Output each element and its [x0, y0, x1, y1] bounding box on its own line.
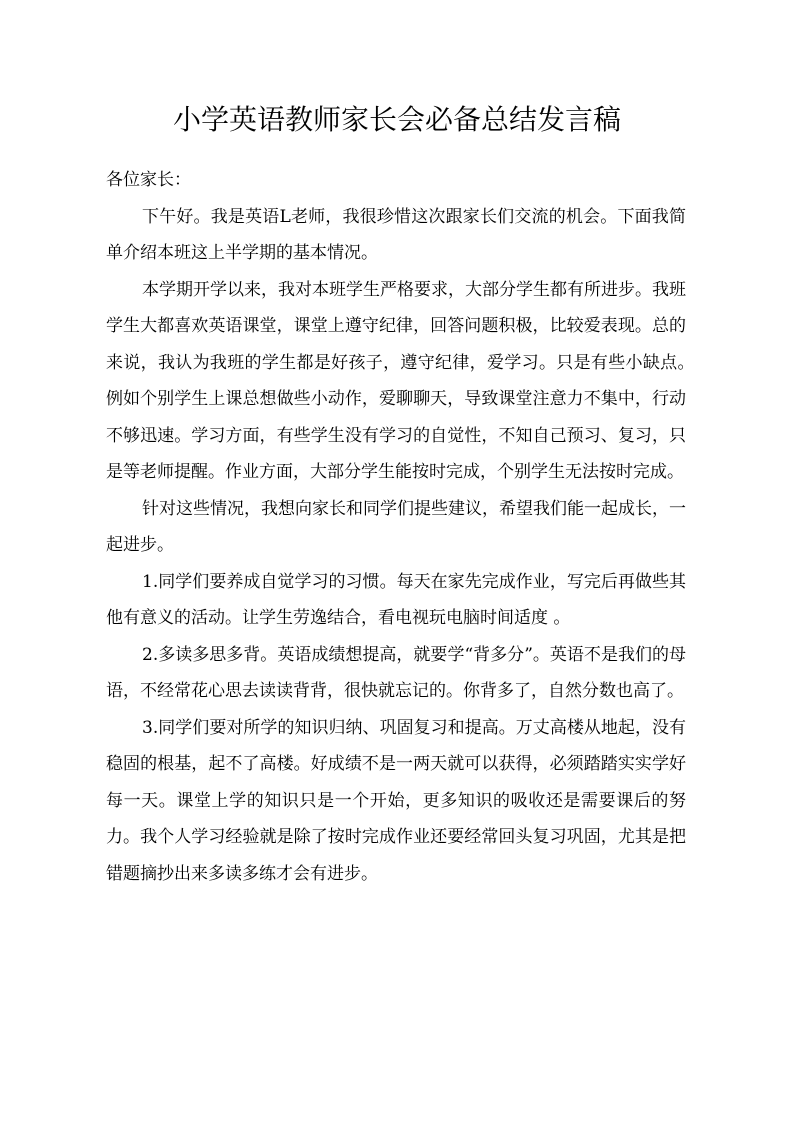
document-body: [106, 162, 703, 892]
paragraph-suggestion-1: 1.同学们要养成自觉学习的习惯。每天在家先完成作业，写完后再做些其他有意义的活动。让学生劳逸结合，看电视玩电脑时间适度 。: [106, 571, 686, 628]
paragraph-semester-overview: 本学期开学以来，我对本班学生严格要求，大部分学生都有所进步。我班学生大都喜欢英语课堂，课堂上遵守纪律，回答问题积极，比较爱表现。总的来说，我认为我班的学生都是好孩子，遵守纪律，爱学习。只是有些小缺点。 例如个别学生上课总想做些小动作，爱聊聊天，导致课堂注意力不集中，行动不够迅速。学习方面，有些学生没有学习的自觉性，不知自己预习、复习，只是等老师提醒。作业方面，大部分学生能按时完成，个别学生无法按时完成。: [106, 279, 703, 482]
document-title: 小学英语教师家长会必备总结发言稿: [172, 103, 621, 136]
paragraph-suggestions-intro: 针对这些情况，我想向家长和同学们提些建议，希望我们能一起成长，一起进步。: [106, 498, 686, 555]
paragraph-greeting: 下午好。我是英语L老师，我很珍惜这次跟家长们交流的机会。下面我简单介绍本班这上半学期的基本情况。: [106, 206, 686, 263]
salutation: 各位家长：: [106, 170, 191, 190]
paragraph-suggestion-3: 3.同学们要对所学的知识归纳、巩固复习和提高。万丈高楼从地起，没有稳固的根基，起不了高楼。好成绩不是一两天就可以获得，必须踏踏实实学好每一天。课堂上学的知识只是一个开始，更多知识的吸收还是需要课后的努力。我个人学习经验就是除了按时完成作业还要经常回头复习巩固，尤其是把错题摘抄出来多读多练才会有进步。: [106, 717, 686, 884]
paragraph-suggestion-2: 2.多读多思多背。英语成绩想提高，就要学“背多分”。英语不是我们的母语，不经常花心思去读读背背，很快就忘记的。你背多了，自然分数也高了。: [106, 644, 686, 701]
